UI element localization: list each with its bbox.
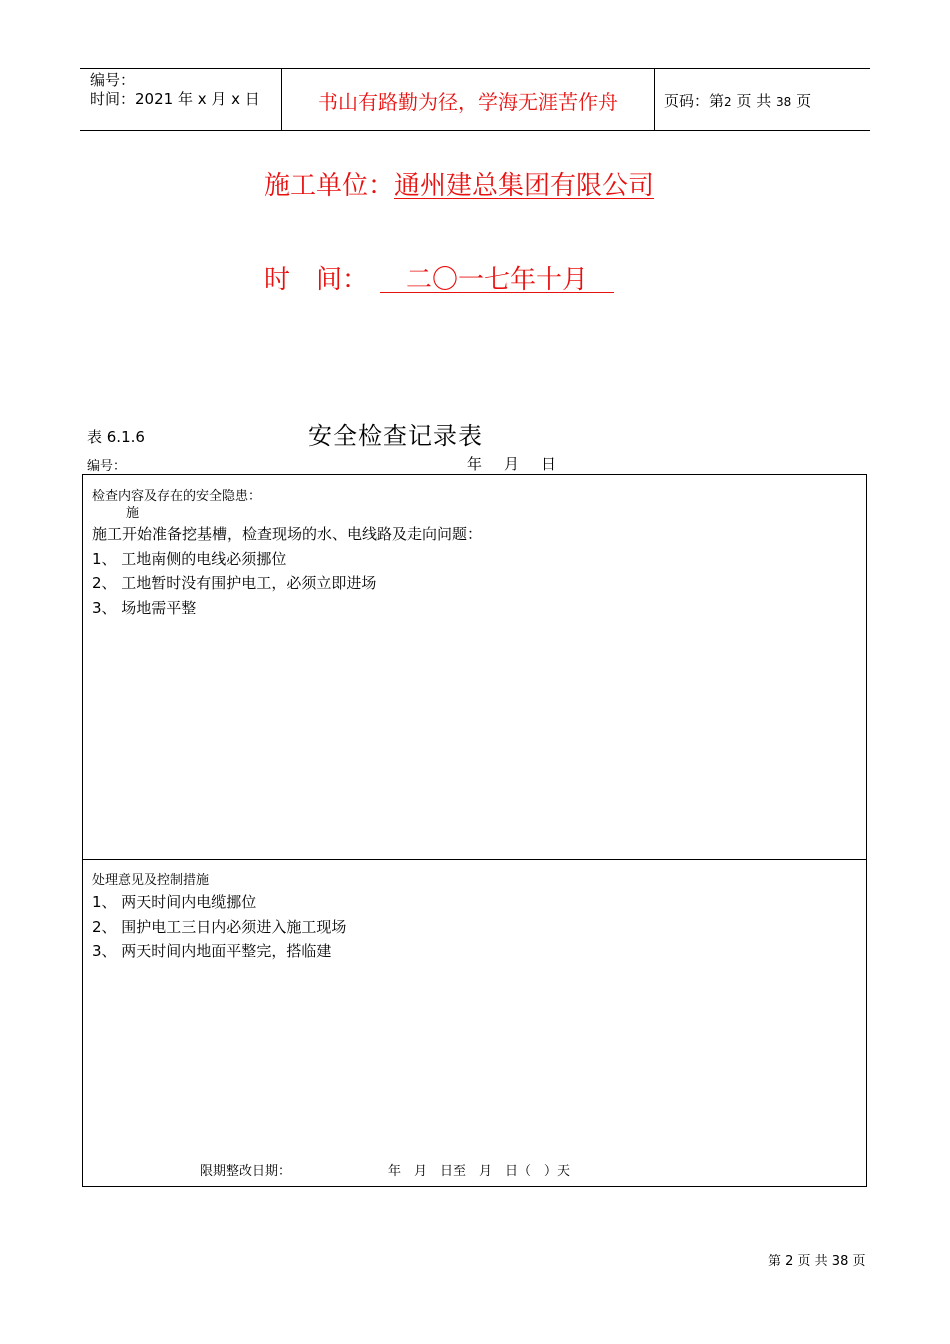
table-divider (83, 859, 866, 860)
inspection-table (82, 474, 867, 1187)
cover-time-line (264, 259, 614, 296)
header-divider-left (281, 69, 282, 130)
date-year: 年 (467, 455, 483, 473)
measure-item: 2、 围护电工三日内必须进入施工现场 (92, 918, 347, 936)
inspection-fragment: 施 (126, 506, 140, 521)
construction-unit-line (264, 165, 654, 202)
header-number-label: 编号： (90, 71, 136, 89)
cover-time-label: 时 间： (264, 265, 369, 295)
deadline-value: 年 月 日至 月 日（ ）天 (388, 1164, 571, 1179)
footer-page-number: 第 2 页 共 38 页 (768, 1254, 866, 1269)
inspection-item: 2、 工地暂时没有围护电工，必须立即进场 (92, 574, 377, 592)
inspection-item: 1、 工地南侧的电线必须挪位 (92, 550, 287, 568)
header-divider-right (654, 69, 655, 130)
measure-item: 3、 两天时间内地面平整完，搭临建 (92, 942, 332, 960)
measures-label: 处理意见及控制措施 (92, 873, 210, 888)
form-serial-label: 编号： (87, 459, 127, 474)
cover-time-value: 二〇一七年十月 (380, 265, 615, 295)
date-month: 月 (504, 455, 520, 473)
header-page-code (664, 90, 811, 111)
construction-unit-value: 通州建总集团有限公司 (394, 171, 655, 201)
inspection-intro: 施工开始准备挖基槽，检查现场的水、电线路及走向问题： (92, 525, 483, 543)
inspection-item: 3、 场地需平整 (92, 599, 197, 617)
page-total: 38 (776, 95, 792, 109)
form-date (467, 453, 578, 474)
date-day: 日 (541, 455, 557, 473)
page-current: 2 (724, 95, 732, 109)
header-top-rule (80, 68, 870, 69)
header-bottom-rule (80, 130, 870, 131)
header-time-label: 时间：2021 年 x 月 x 日 (90, 90, 260, 108)
page-suffix: 页 (796, 92, 812, 110)
header-motto: 书山有路勤为径，学海无涯苦作舟 (318, 90, 618, 114)
page-prefix: 页码：第 (664, 92, 725, 110)
form-title: 安全检查记录表 (308, 422, 483, 450)
page-mid: 页 共 (736, 92, 772, 110)
deadline-label: 限期整改日期： (200, 1164, 292, 1179)
construction-unit-label: 施工单位： (264, 171, 395, 201)
measure-item: 1、 两天时间内电缆挪位 (92, 893, 257, 911)
inspection-label: 检查内容及存在的安全隐患： (92, 489, 262, 504)
form-code: 表 6.1.6 (87, 428, 145, 446)
